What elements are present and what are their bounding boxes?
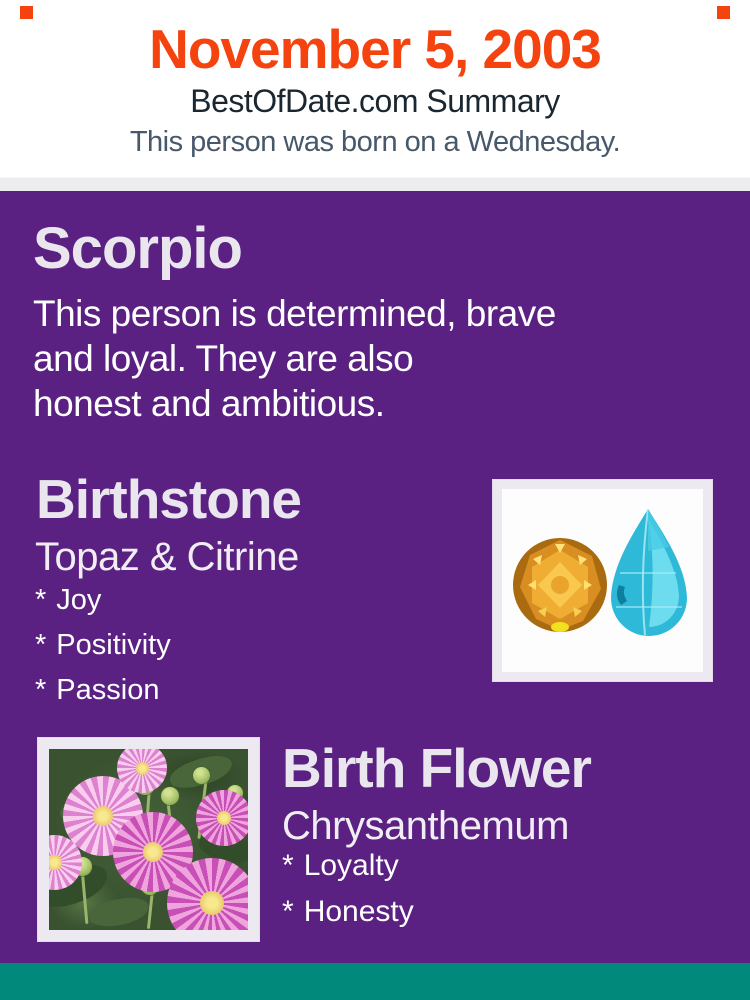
list-item: [282, 894, 414, 940]
asterisk-bullet: *: [35, 674, 47, 706]
weekday-line: This person was born on a Wednesday.: [129, 126, 621, 159]
flower-photo-frame: [37, 737, 260, 942]
zodiac-description-line: honest and ambitious.: [33, 383, 385, 424]
header-section: [0, 0, 750, 177]
date-title: November 5, 2003: [149, 18, 601, 80]
list-item: [35, 628, 171, 673]
zodiac-description: [33, 291, 723, 426]
birthstone-trait-list: [35, 583, 171, 718]
chrysanthemum-image: [49, 749, 248, 930]
asterisk-bullet: *: [282, 849, 294, 882]
list-item: [282, 848, 414, 894]
asterisk-bullet: *: [282, 895, 294, 928]
footer-bar: [0, 963, 750, 1000]
birth-flower-trait-list: [282, 848, 414, 940]
birthstone-trait: Joy: [56, 584, 102, 616]
birth-flower-trait: Honesty: [303, 895, 414, 928]
corner-accent-right: [717, 6, 730, 19]
list-item: [35, 673, 171, 718]
birthstone-trait: Positivity: [56, 629, 171, 661]
birth-flower-trait: Loyalty: [303, 849, 399, 882]
zodiac-description-line: This person is determined, brave: [33, 293, 556, 334]
birth-flower-heading: Birth Flower: [282, 737, 591, 799]
gemstones-image: [502, 489, 703, 672]
birthstone-names: Topaz & Citrine: [35, 535, 299, 579]
zodiac-sign-heading: Scorpio: [33, 216, 242, 281]
divider-strip: [0, 177, 750, 192]
asterisk-bullet: *: [35, 584, 47, 616]
asterisk-bullet: *: [35, 629, 47, 661]
citrine-gem-graphic: [513, 538, 607, 632]
corner-accent-left: [20, 6, 33, 19]
birthstone-trait: Passion: [56, 674, 160, 706]
zodiac-description-line: and loyal. They are also: [33, 338, 414, 379]
birth-flower-name: Chrysanthemum: [282, 804, 569, 848]
list-item: [35, 583, 171, 628]
birthstone-heading: Birthstone: [36, 468, 301, 530]
summary-card: [0, 191, 750, 963]
gemstones-photo-frame: [492, 479, 713, 682]
site-summary: BestOfDate.com Summary: [190, 82, 560, 119]
